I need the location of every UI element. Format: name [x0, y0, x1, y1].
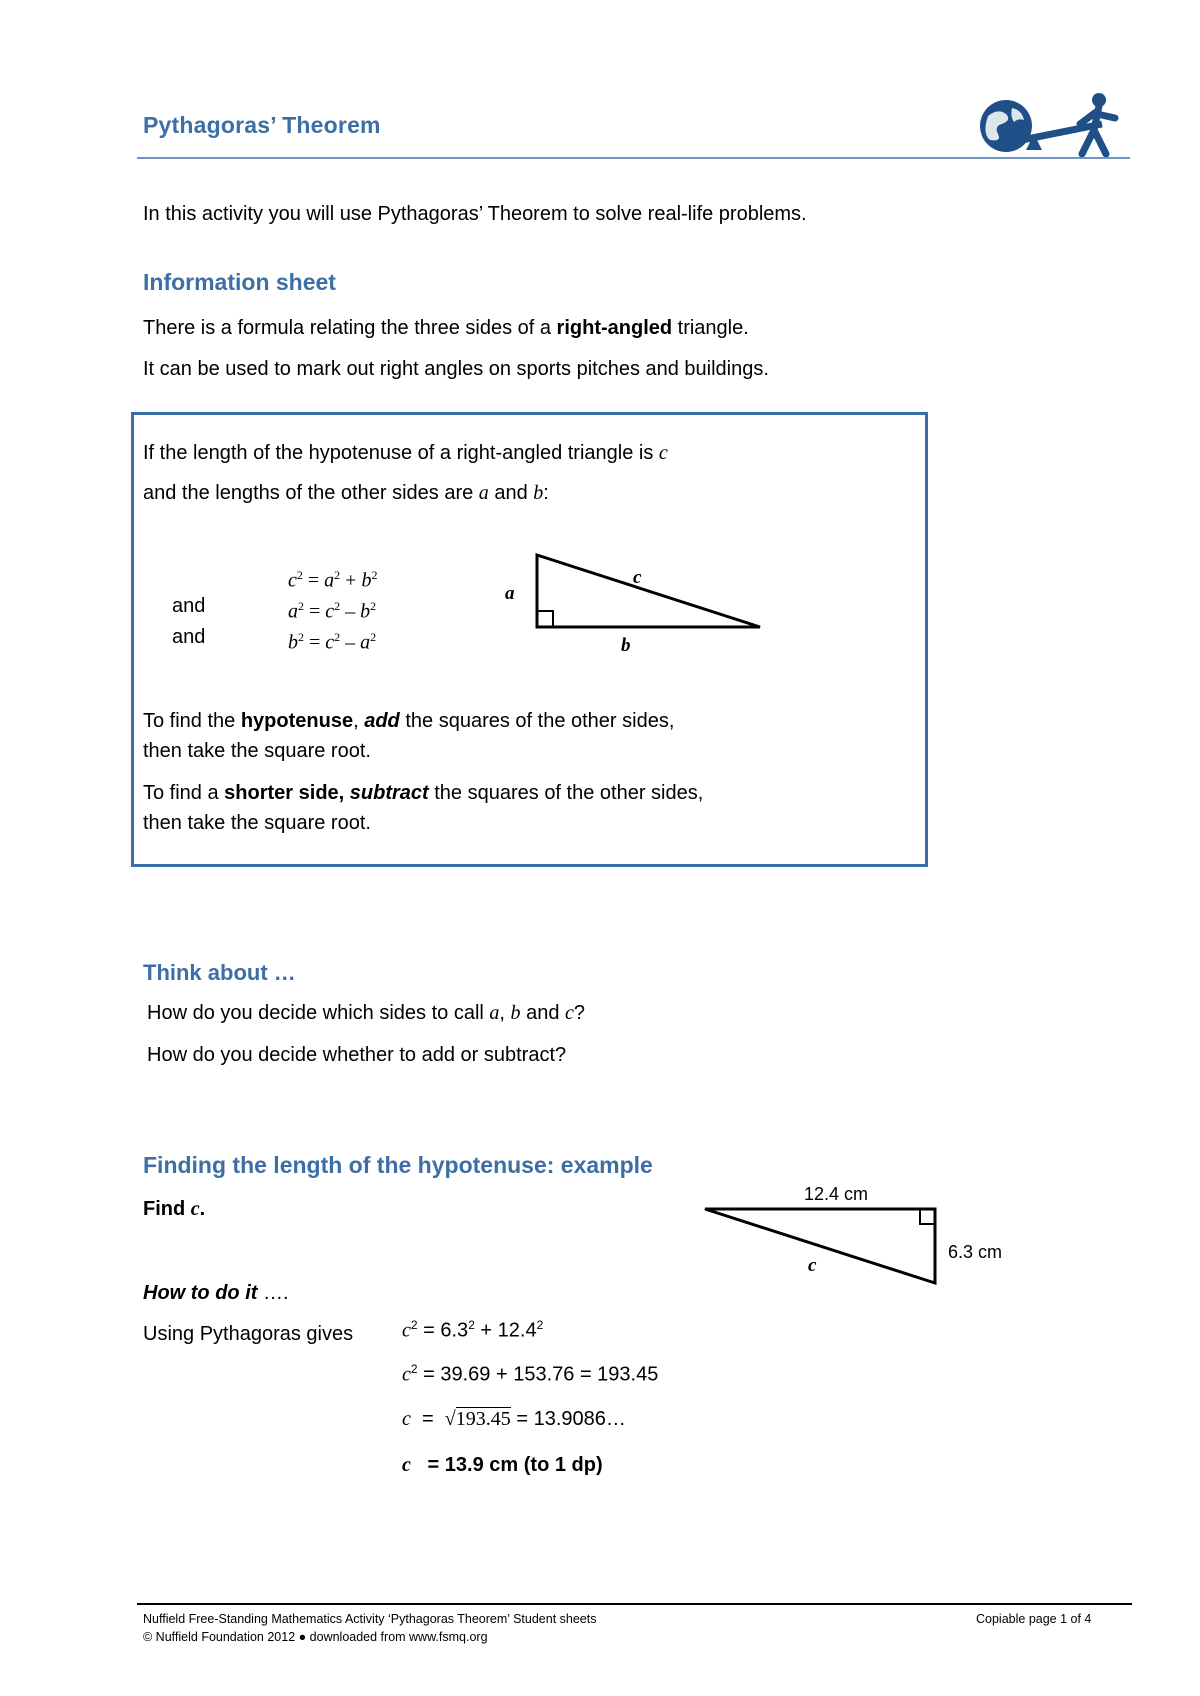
- info-heading: Information sheet: [143, 269, 336, 295]
- rule-shorter: To find a shorter side, subtract the squares of the other sides,: [143, 782, 704, 804]
- side-c-label-example: c: [808, 1255, 817, 1276]
- right-triangle-diagram: [495, 545, 775, 660]
- working-line-2: $c^2 = 39.69 + 153.76 = 193.45$: [402, 1362, 659, 1386]
- page-number: Copiable page 1 of 4: [976, 1612, 1092, 1626]
- rule-hypotenuse-2: then take the square root.: [143, 740, 371, 762]
- working-line-3: c = √193.45 = 13.9086…: [402, 1408, 626, 1430]
- box-line-2: and the lengths of the other sides are a and b:: [143, 482, 549, 504]
- info-line-1: There is a formula relating the three sides of a right-angled triangle.: [143, 317, 749, 339]
- box-line-1: If the length of the hypotenuse of a right-angled triangle is c: [143, 442, 668, 464]
- rule-shorter-2: then take the square root.: [143, 812, 371, 834]
- header-rule: [137, 157, 1130, 159]
- think-question-2: How do you decide whether to add or subtract?: [147, 1044, 567, 1066]
- example-triangle-shape: [705, 1209, 935, 1283]
- info-line-2: It can be used to mark out right angles on sports pitches and buildings.: [143, 358, 769, 380]
- footer-line-1: Nuffield Free-Standing Mathematics Activity ‘Pythagoras Theorem’ Student sheets: [143, 1612, 597, 1626]
- example-right-angle-marker: [920, 1209, 935, 1224]
- side-c-label: c: [633, 567, 642, 588]
- side-top-label: 12.4 cm: [804, 1184, 869, 1204]
- example-heading: Finding the length of the hypotenuse: example: [143, 1152, 653, 1178]
- triangle-shape: [537, 555, 760, 627]
- side-right-label: 6.3 cm: [948, 1242, 1003, 1262]
- equation-2: $a^2 = c^2 - b^2$: [288, 599, 377, 623]
- square-root-radicand: 193.45: [455, 1408, 511, 1430]
- working-line-4: c = 13.9 cm (to 1 dp): [402, 1454, 603, 1476]
- and-label-2: and: [172, 626, 206, 648]
- right-angle-marker: [537, 611, 553, 627]
- working-line-1: $c^2 = 6.3^2 + 12.4^2$: [402, 1318, 544, 1342]
- think-heading: Think about …: [143, 960, 296, 985]
- example-triangle-diagram: [700, 1180, 1020, 1300]
- page-title: Pythagoras’ Theorem: [143, 112, 381, 138]
- equation-3: $b^2 = c^2 - a^2$: [288, 630, 377, 654]
- how-to-do-it: How to do it ….: [143, 1282, 289, 1304]
- bullet-icon: ●: [298, 1630, 307, 1644]
- side-b-label: b: [621, 635, 631, 656]
- footer-rule: [137, 1603, 1132, 1605]
- find-c: Find c.: [143, 1198, 206, 1220]
- using-pythagoras: Using Pythagoras gives: [143, 1323, 354, 1345]
- nuffield-logo: [972, 88, 1132, 167]
- equation-1: $c^2 = a^2 + b^2$: [288, 568, 378, 592]
- think-question-1: How do you decide which sides to call a, b and c?: [147, 1002, 586, 1024]
- intro-text: In this activity you will use Pythagoras’ Theorem to solve real-life problems.: [143, 203, 807, 225]
- side-a-label: a: [505, 583, 515, 604]
- rule-hypotenuse: To find the hypotenuse, add the squares of the other sides,: [143, 710, 675, 732]
- footer-line-2: © Nuffield Foundation 2012 ● downloaded from www.fsmq.org: [143, 1630, 488, 1644]
- and-label-1: and: [172, 595, 206, 617]
